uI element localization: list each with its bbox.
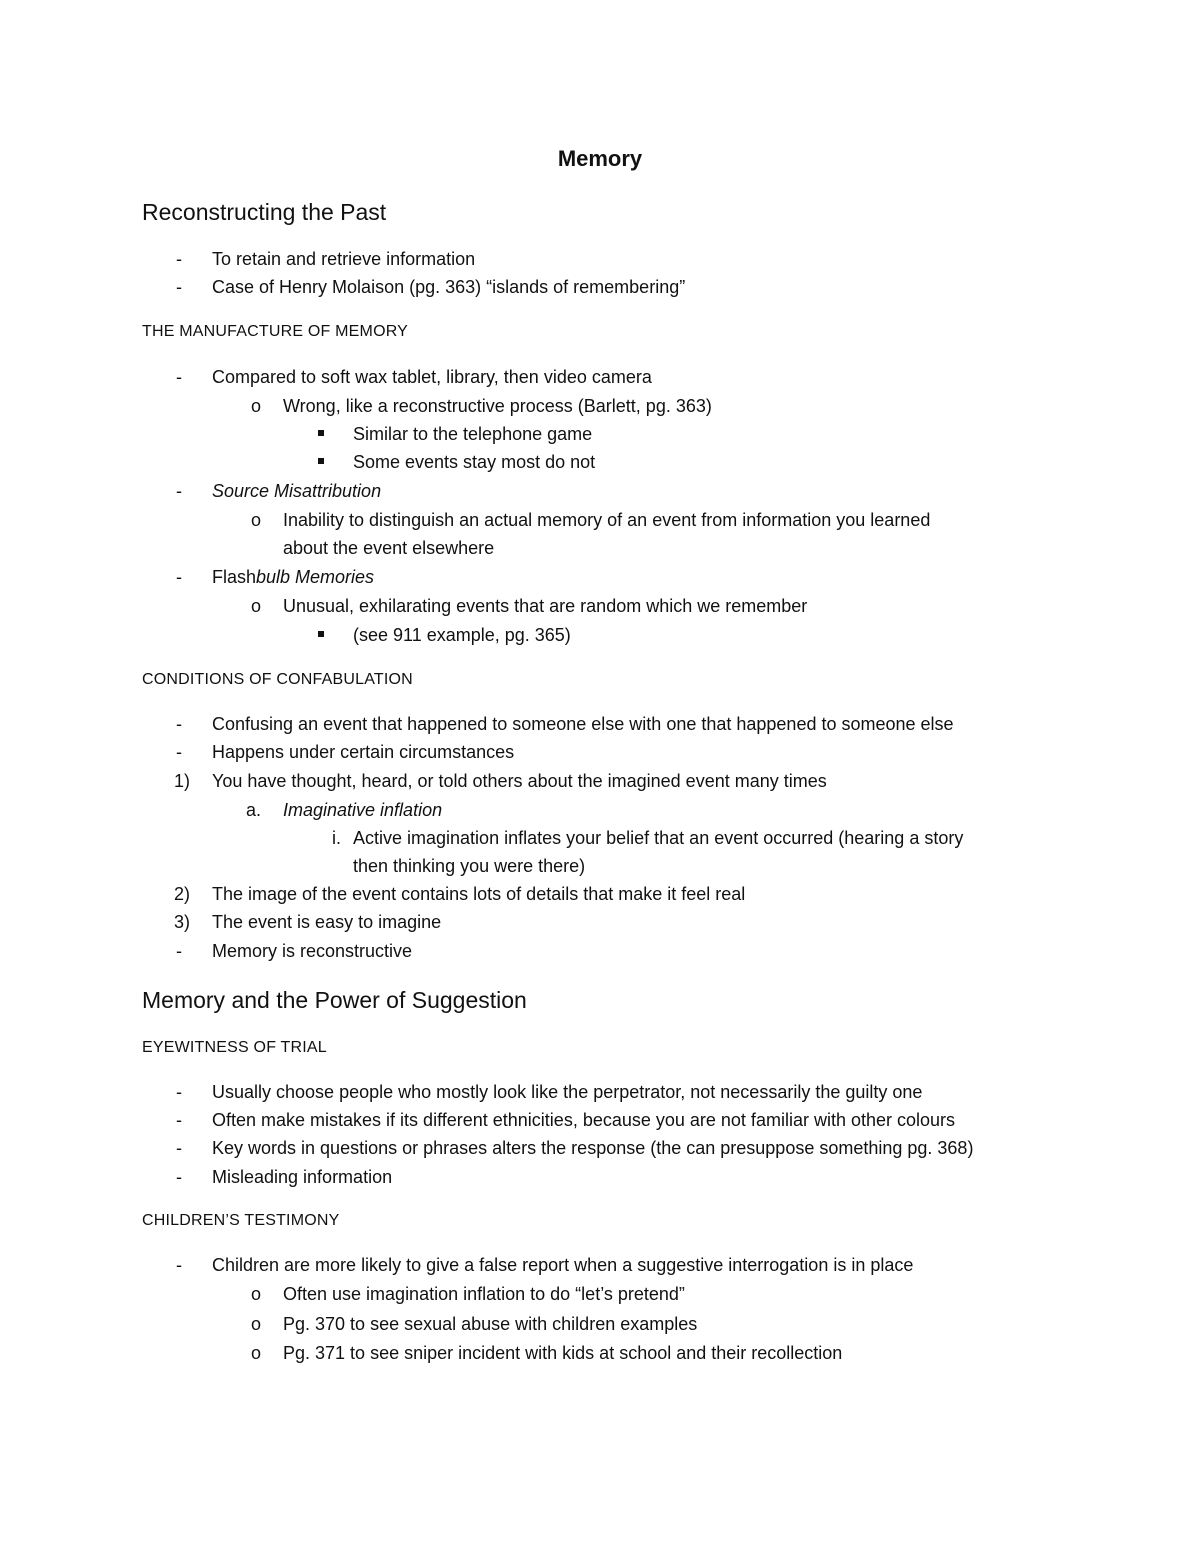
circle-marker: o [251,396,262,416]
dash-marker: - [176,1167,182,1187]
list-item: Source Misattribution [212,481,382,501]
dash-marker: - [176,249,182,269]
list-item: Often make mistakes if its different ethnicities, because you are not familiar with other colours [212,1110,956,1130]
subheading-eyewitness: EYEWITNESS OF TRIAL [142,1039,327,1056]
subheading-manufacture: THE MANUFACTURE OF MEMORY [142,323,409,340]
subheading-children-testimony: CHILDREN’S TESTIMONY [142,1212,340,1229]
document-title: Memory [557,146,643,171]
list-item: Key words in questions or phrases alters the response (the can presuppose something pg. 368) [212,1138,974,1158]
list-item: Case of Henry Molaison (pg. 363) “islands of remembering” [212,277,686,297]
circle-marker: o [251,510,262,530]
letter-marker: a. [246,800,262,820]
dash-marker: - [176,277,182,297]
list-item: To retain and retrieve information [212,249,476,269]
number-marker: 1) [174,771,191,791]
roman-marker: i. [332,828,341,848]
list-item: Active imagination inflates your belief that an event occurred (hearing a story [353,828,964,848]
dash-marker: - [176,481,182,501]
list-item: Inability to distinguish an actual memory of an event from information you learned [283,510,931,530]
list-item: Unusual, exhilarating events that are random which we remember [283,596,808,616]
list-item: Some events stay most do not [353,452,596,472]
list-item-italic-part: bulb Memories [256,567,375,587]
numbered-item: The image of the event contains lots of details that make it feel real [212,884,746,904]
list-item: Imaginative inflation [283,800,443,820]
number-marker: 2) [174,884,191,904]
dash-marker: - [176,1138,182,1158]
square-bullet-icon [318,631,324,637]
number-marker: 3) [174,912,191,932]
dash-marker: - [176,742,182,762]
numbered-item: The event is easy to imagine [212,912,442,932]
list-item [212,566,374,588]
square-bullet-icon [318,458,324,464]
dash-marker: - [176,367,182,387]
list-item: Children are more likely to give a false report when a suggestive interrogation is in place [212,1255,914,1275]
list-item: Pg. 370 to see sexual abuse with children examples [283,1314,698,1334]
section-heading-suggestion: Memory and the Power of Suggestion [142,987,527,1013]
section-heading-reconstructing: Reconstructing the Past [142,199,387,225]
circle-marker: o [251,1284,262,1304]
dash-marker: - [176,1082,182,1102]
list-item: Compared to soft wax tablet, library, then video camera [212,367,652,387]
circle-marker: o [251,1314,262,1334]
list-item: (see 911 example, pg. 365) [353,625,571,645]
subheading-confabulation: CONDITIONS OF CONFABULATION [142,671,413,688]
list-item: Similar to the telephone game [353,424,593,444]
numbered-item: You have thought, heard, or told others about the imagined event many times [212,771,827,791]
list-item: Wrong, like a reconstructive process (Barlett, pg. 363) [283,396,712,416]
square-bullet-icon [318,430,324,436]
dash-marker: - [176,567,182,587]
list-item-continuation: then thinking you were there) [353,856,586,876]
list-item-plain-part: Flash [212,567,257,587]
list-item: Pg. 371 to see sniper incident with kids at school and their recollection [283,1343,843,1363]
dash-marker: - [176,1255,182,1275]
dash-marker: - [176,714,182,734]
list-item: Confusing an event that happened to someone else with one that happened to someone else [212,714,954,734]
list-item: Often use imagination inflation to do “let’s pretend” [283,1284,685,1304]
list-item: Usually choose people who mostly look like the perpetrator, not necessarily the guilty one [212,1082,923,1102]
list-item: Misleading information [212,1167,393,1187]
list-item: Happens under certain circumstances [212,742,515,762]
circle-marker: o [251,596,262,616]
dash-marker: - [176,1110,182,1130]
list-item-continuation: about the event elsewhere [283,538,495,558]
dash-marker: - [176,941,182,961]
circle-marker: o [251,1343,262,1363]
list-item: Memory is reconstructive [212,941,413,961]
